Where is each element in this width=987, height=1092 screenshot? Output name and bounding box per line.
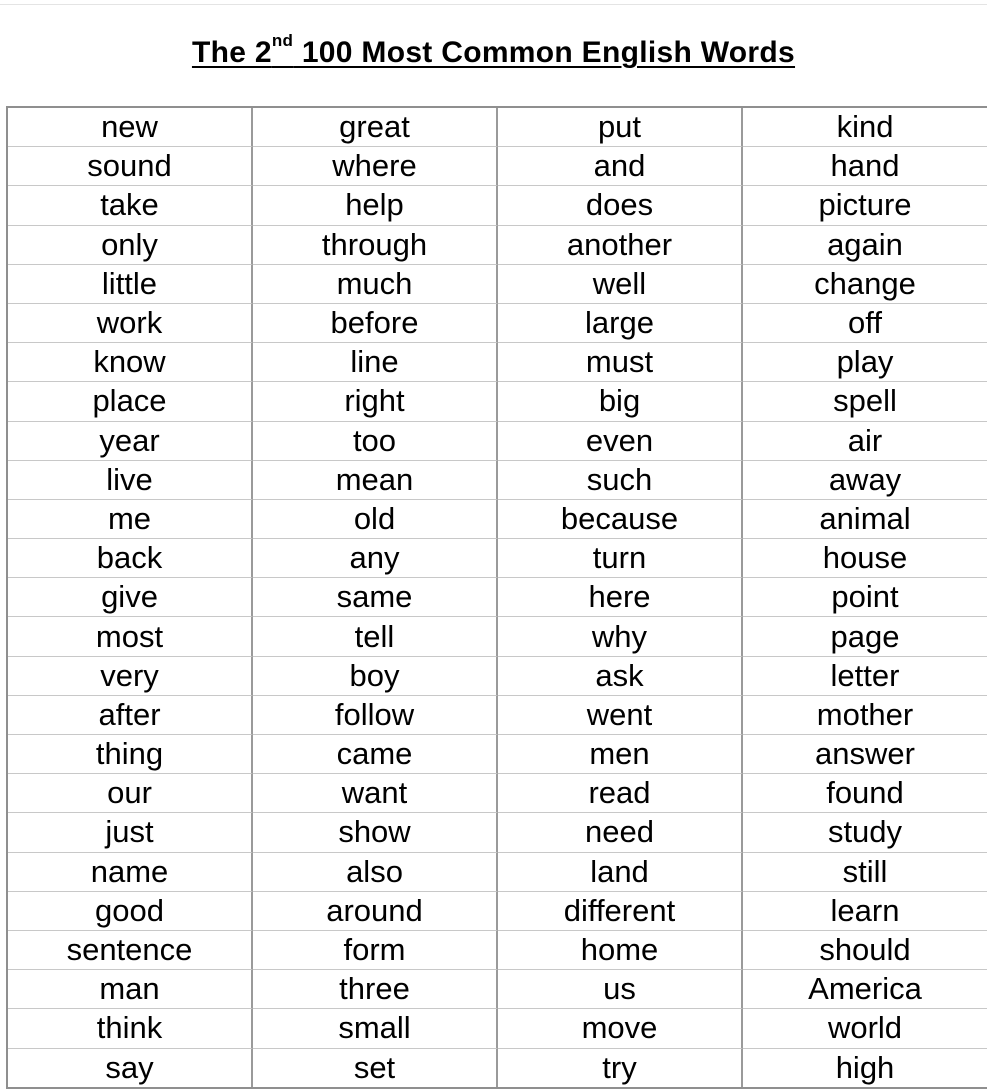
table-row [8,461,987,500]
word-cell: only [8,226,253,265]
word-cell: boy [253,657,498,696]
word-cell: off [743,304,987,343]
word-cell: mean [253,461,498,500]
word-cell: small [253,1009,498,1048]
table-row [8,304,987,343]
word-cell: came [253,735,498,774]
page-title [0,31,987,72]
word-cell: mother [743,696,987,735]
word-cell: sentence [8,931,253,970]
word-cell: us [498,970,743,1009]
table-row [8,696,987,735]
word-cell: right [253,382,498,421]
word-cell: picture [743,186,987,225]
table-row [8,186,987,225]
word-cell: follow [253,696,498,735]
word-cell: new [8,108,253,147]
top-divider [0,4,987,5]
word-table [6,106,987,1089]
word-cell: land [498,853,743,892]
word-cell: back [8,539,253,578]
word-cell: name [8,853,253,892]
word-table-body [8,108,987,1087]
word-cell: much [253,265,498,304]
word-cell: must [498,343,743,382]
word-cell: place [8,382,253,421]
word-cell: hand [743,147,987,186]
word-cell: form [253,931,498,970]
table-row [8,500,987,539]
table-row [8,382,987,421]
word-cell: take [8,186,253,225]
word-cell: away [743,461,987,500]
title-suffix: 100 Most Common English Words [293,36,796,69]
word-cell: should [743,931,987,970]
word-cell: study [743,813,987,852]
word-cell: spell [743,382,987,421]
table-row [8,226,987,265]
word-cell: know [8,343,253,382]
table-row [8,813,987,852]
table-row [8,735,987,774]
word-cell: page [743,617,987,656]
word-cell: sound [8,147,253,186]
word-cell: little [8,265,253,304]
word-cell: does [498,186,743,225]
word-cell: year [8,422,253,461]
word-cell: here [498,578,743,617]
word-cell: just [8,813,253,852]
word-cell: want [253,774,498,813]
word-cell: men [498,735,743,774]
word-cell: kind [743,108,987,147]
word-cell: change [743,265,987,304]
word-cell: world [743,1009,987,1048]
word-cell: very [8,657,253,696]
word-cell: home [498,931,743,970]
word-cell: such [498,461,743,500]
table-row [8,422,987,461]
title-prefix: The 2 [191,36,272,69]
word-cell: move [498,1009,743,1048]
word-cell: help [253,186,498,225]
word-cell: try [498,1049,743,1087]
word-cell: say [8,1049,253,1087]
word-cell: set [253,1049,498,1087]
word-cell: before [253,304,498,343]
word-cell: different [498,892,743,931]
word-cell: ask [498,657,743,696]
table-row [8,1009,987,1048]
table-row [8,1049,987,1087]
word-cell: found [743,774,987,813]
word-cell: read [498,774,743,813]
word-cell: good [8,892,253,931]
word-cell: another [498,226,743,265]
word-cell: man [8,970,253,1009]
table-row [8,343,987,382]
word-cell: went [498,696,743,735]
word-cell: why [498,617,743,656]
word-cell: learn [743,892,987,931]
word-cell: same [253,578,498,617]
table-row [8,265,987,304]
word-cell: around [253,892,498,931]
word-cell: because [498,500,743,539]
word-cell: play [743,343,987,382]
table-row [8,970,987,1009]
word-cell: too [253,422,498,461]
table-row [8,147,987,186]
word-cell: line [253,343,498,382]
word-cell: live [8,461,253,500]
word-cell: after [8,696,253,735]
word-cell: give [8,578,253,617]
word-cell: even [498,422,743,461]
word-cell: show [253,813,498,852]
word-cell: three [253,970,498,1009]
table-row [8,853,987,892]
word-cell: old [253,500,498,539]
title-superscript: nd [271,31,294,50]
table-row [8,931,987,970]
word-cell: work [8,304,253,343]
word-cell: big [498,382,743,421]
word-cell: tell [253,617,498,656]
table-row [8,774,987,813]
word-cell: think [8,1009,253,1048]
table-row [8,892,987,931]
word-cell: still [743,853,987,892]
table-row [8,539,987,578]
table-row [8,617,987,656]
word-cell: need [498,813,743,852]
word-cell: our [8,774,253,813]
word-cell: high [835,1049,895,1085]
word-cell: any [253,539,498,578]
table-row [8,108,987,147]
word-cell: well [498,265,743,304]
word-cell: answer [743,735,987,774]
word-cell: air [743,422,987,461]
word-cell: turn [498,539,743,578]
table-row [8,578,987,617]
word-cell: great [253,108,498,147]
word-cell: thing [8,735,253,774]
word-cell: most [8,617,253,656]
word-cell: letter [743,657,987,696]
word-cell: put [498,108,743,147]
word-cell: me [8,500,253,539]
word-cell: house [743,539,987,578]
word-cell: America [743,970,987,1009]
page-title-text [191,31,796,69]
word-cell: where [253,147,498,186]
word-cell: and [498,147,743,186]
table-row [8,657,987,696]
word-cell: point [743,578,987,617]
word-cell: again [743,226,987,265]
word-cell: through [253,226,498,265]
word-cell: animal [743,500,987,539]
word-cell: large [498,304,743,343]
word-cell: also [253,853,498,892]
